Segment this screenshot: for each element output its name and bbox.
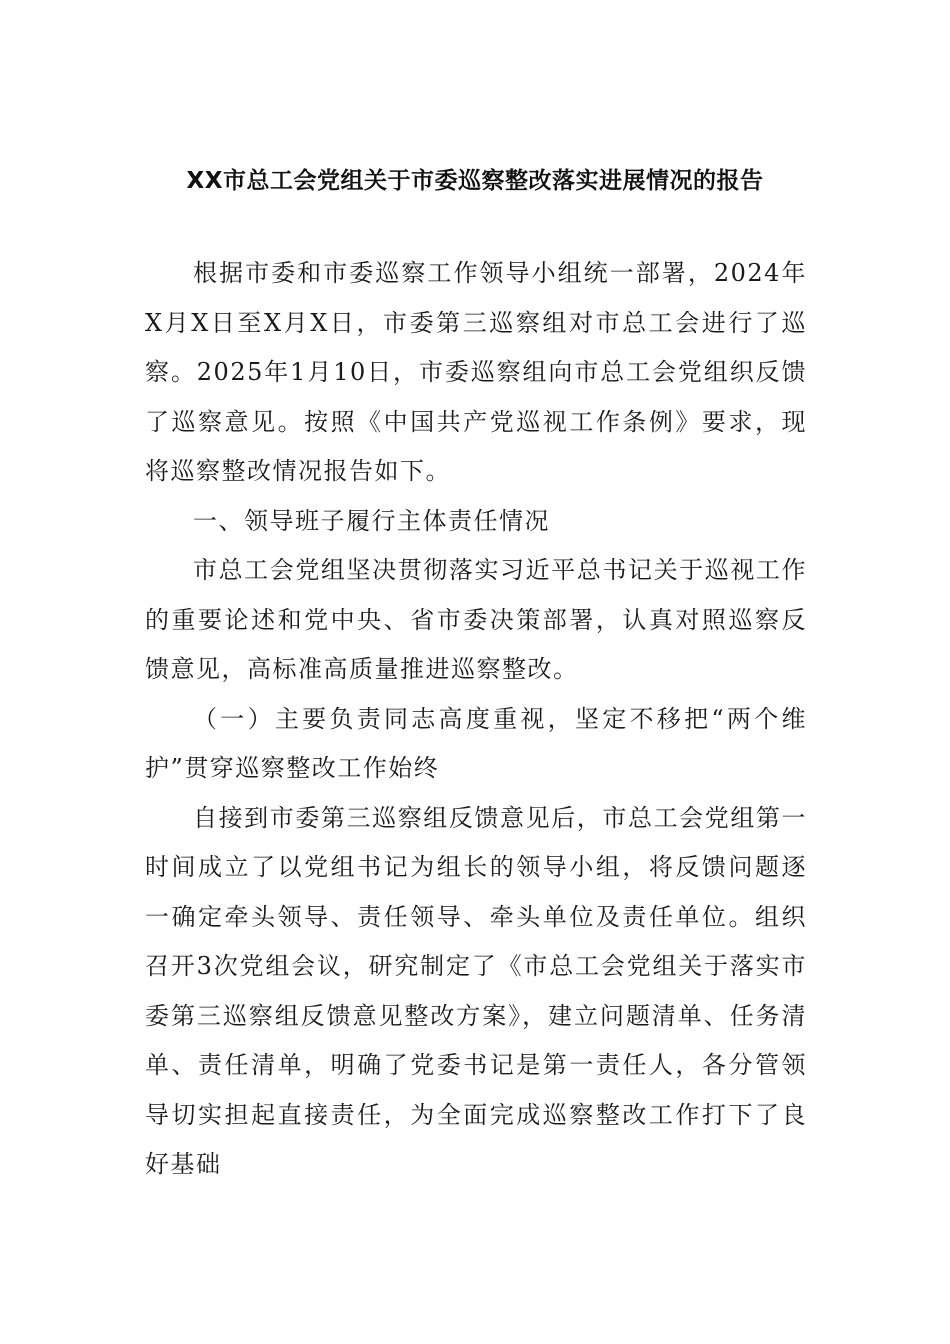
subsection-1-paragraph: 自接到市委第三巡察组反馈意见后，市总工会党组第一时间成立了以党组书记为组长的领导小组，将反馈问题逐一确定牵头领导、责任领导、牵头单位及责任单位。组织召开3次党组会议，研究制定了《市总工会党组关于落实市委第三巡察组反馈意见整改方案》，建立问题清单、任务清单、责任清单，明确了党委书记是第一责任人，各分管领导切实担起直接责任，为全面完成巡察整改工作打下了良好基础	[145, 803, 807, 1178]
intro-paragraph: 根据市委和市委巡察工作领导小组统一部署，2024年X月X日至X月X日，市委第三巡察组对市总工会进行了巡察。2025年1月10日，市委巡察组向市总工会党组织反馈了巡察意见。按照《中国共产党巡视工作条例》要求，现将巡察整改情况报告如下。	[145, 259, 807, 485]
section-heading-1: 一、领导班子履行主体责任情况	[193, 506, 550, 535]
document-title: XX市总工会党组关于市委巡察整改落实进展情况的报告	[186, 168, 764, 194]
section-1-paragraph: 市总工会党组坚决贯彻落实习近平总书记关于巡视工作的重要论述和党中央、省市委决策部署，认真对照巡察反馈意见，高标准高质量推进巡察整改。	[145, 556, 807, 683]
document-body	[145, 249, 807, 1190]
subsection-heading-1: （一）主要负责同志高度重视，坚定不移把“两个维护”贯穿巡察整改工作始终	[145, 704, 807, 782]
